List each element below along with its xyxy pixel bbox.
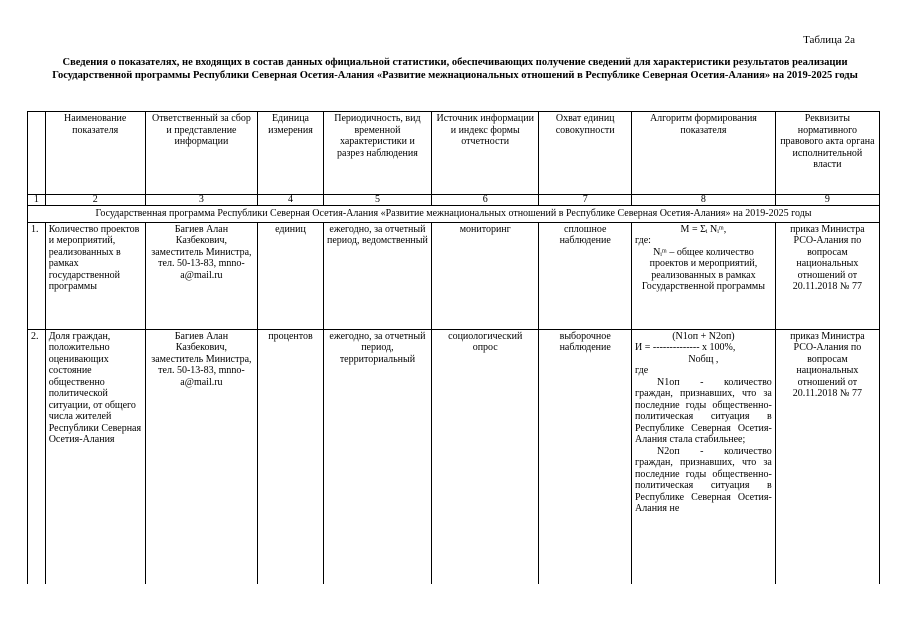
indicator-name: Количество проектов и мероприятий, реализованных в рамках государственной программы (45, 222, 145, 329)
algorithm-formula: M = Σᵢ Nᵢᵐ, (680, 223, 727, 235)
algorithm-text: Nᵢᵐ – общее количество проектов и мероприятий, реализованных в рамках Государственной программы (641, 246, 765, 292)
periodicity-cell: ежегодно, за отчетный период, ведомственный (323, 222, 431, 329)
header-cell-coverage: Охват единиц совокупности (539, 112, 632, 195)
header-cell-responsible: Ответственный за сбор и представление информации (145, 112, 257, 195)
legal-act-cell: приказ Министра РСО-Алания по вопросам национальных отношений от 20.11.2018 № 77 (775, 329, 879, 584)
table-label: Таблица 2а (803, 34, 855, 46)
periodicity-cell: ежегодно, за отчетный период, территориальный (323, 329, 431, 584)
column-number: 6 (432, 195, 539, 206)
algorithm-numerator: (N1оп + N2оп) (672, 330, 735, 342)
section-title: Государственная программа Республики Северная Осетия-Алания «Развитие межнациональных отношений в Республике Северная Осетия-Алания» на 2019-2025 годы (28, 206, 880, 223)
algorithm-cell (632, 329, 776, 584)
column-number: 9 (775, 195, 879, 206)
algorithm-formula: И = -------------- x 100%, (635, 342, 736, 353)
source-cell: мониторинг (432, 222, 539, 329)
unit-cell: единиц (258, 222, 324, 329)
coverage-cell: сплошное наблюдение (539, 222, 632, 329)
legal-act-cell: приказ Министра РСО-Алания по вопросам национальных отношений от 20.11.2018 № 77 (775, 222, 879, 329)
algorithm-text: N2оп - количество граждан, признавших, что за последние годы общественно-политическая ситуация в Республике Северная Осетия-Алания не (635, 445, 772, 514)
header-cell-algorithm: Алгоритм формирования показателя (632, 112, 776, 195)
column-number: 8 (632, 195, 776, 206)
responsible-person: Багиев Алан Казбекович, заместитель Министра, тел. 50-13-83, mnno-a@mail.ru (145, 222, 257, 329)
algorithm-cell (632, 222, 776, 329)
table-row (28, 222, 880, 329)
unit-cell: процентов (258, 329, 324, 584)
responsible-person: Багиев Алан Казбекович, заместитель Министра, тел. 50-13-83, mnno-a@mail.ru (145, 329, 257, 584)
column-number: 5 (323, 195, 431, 206)
row-number: 2. (28, 329, 46, 584)
header-cell-unit: Единица измерения (258, 112, 324, 195)
header-cell-source: Источник информации и индекс формы отчетности (432, 112, 539, 195)
header-cell-periodicity: Периодичность, вид временной характеристики и разрез наблюдения (323, 112, 431, 195)
column-number: 3 (145, 195, 257, 206)
coverage-cell: выборочное наблюдение (539, 329, 632, 584)
row-number: 1. (28, 222, 46, 329)
column-number-row (28, 195, 880, 206)
indicator-name: Доля граждан, положительно оценивающих состояние общественно политической ситуации, от общего числа жителей Республики Северная Осетия-Алания (45, 329, 145, 584)
column-number: 7 (539, 195, 632, 206)
header-cell-act: Реквизиты нормативного правового акта органа исполнительной власти (775, 112, 879, 195)
source-cell: социологический опрос (432, 329, 539, 584)
header-row (28, 112, 880, 195)
header-cell-num (28, 112, 46, 195)
document-title: Сведения о показателях, не входящих в состав данных официальной статистики, обеспечивающих получение сведений для характеристики результатов реализации Государственной программы Республики Северная Осетия-Алания «Развитие межнациональных отношений в Республике Северная Осетия-Алания» на 2019-2025 годы (52, 57, 858, 81)
header-cell-name: Наименование показателя (45, 112, 145, 195)
algorithm-where: где: (635, 235, 651, 246)
algorithm-denominator: Nобщ , (688, 353, 719, 365)
table-row (28, 329, 880, 584)
column-number: 4 (258, 195, 324, 206)
algorithm-text: N1оп - количество граждан, признавших, что за последние годы общественно-политическая ситуация в Республике Северная Осетия-Алания стала стабильнее; (635, 376, 772, 445)
section-row (28, 206, 880, 223)
algorithm-where: где (635, 365, 649, 376)
column-number: 1 (28, 195, 46, 206)
indicators-table (27, 111, 880, 584)
column-number: 2 (45, 195, 145, 206)
